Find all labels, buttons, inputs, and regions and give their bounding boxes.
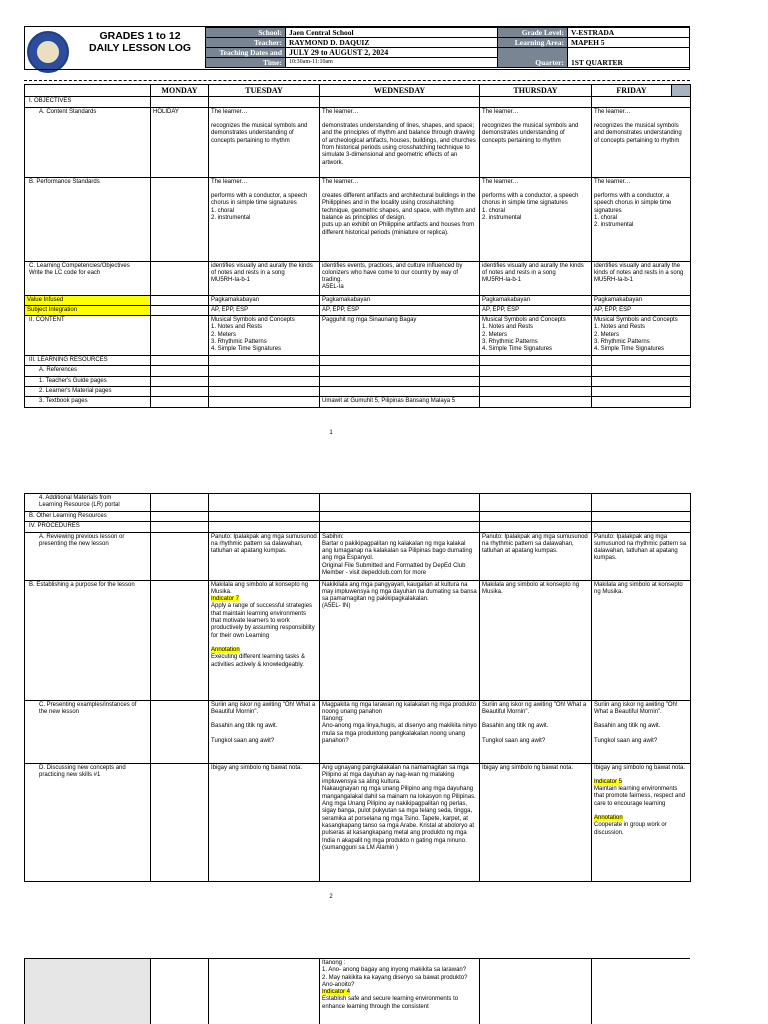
ps-friday: The learner… performs with a conductor, a speech chorus in simple time signatures 1. choral 2. instrumental xyxy=(592,177,691,261)
title-line1: GRADES 1 to 12 xyxy=(99,30,181,42)
title-line2: DAILY LESSON LOG xyxy=(88,42,192,54)
day-friday: FRIDAY xyxy=(592,85,672,97)
content-tuesday: Musical Symbols and Concepts 1. Notes and Rests 2. Meters 3. Rhythmic Patterns 4. Simple Time Signatures xyxy=(209,316,320,356)
a-wednesday: Sabihin: Bartar o pakikipagpalitan ng kalakalan ng mga kalakal ang lumaganap na kalakalan sa Pilipinas bago dumating ang mga Espanyol. Original File Submitted and Formatted by DepEd Club Member - visit depedclub.com for more xyxy=(320,532,480,580)
time-value: 10:30am-11:10am xyxy=(286,58,498,68)
content-wednesday: Pagguhit ng mga Sinaunang Bagay xyxy=(320,316,480,356)
quarter-label: Quarter: xyxy=(535,58,564,67)
dates-label: Teaching Dates and xyxy=(206,48,286,58)
ps-thursday: The learner… performs with a conductor, a speech chorus in simple time signatures 1. choral 2. instrumental xyxy=(480,177,592,261)
page1-log xyxy=(24,84,690,408)
lesson-table-page2 xyxy=(24,493,691,882)
textbook-wednesday: Umawit at Gumuhit 5, Pilipinas Bansang Malaya 5 xyxy=(320,397,480,407)
objectives-heading: I. OBJECTIVES xyxy=(25,97,151,107)
b-thursday: Makilala ang simbolo at konsepto ng Musika. xyxy=(480,580,592,700)
dates-value: JULY 29 to AUGUST 2, 2024 xyxy=(286,48,498,58)
lc-friday: identifies visually and aurally the kinds of notes and rests in a song MU5RH-Ia-b-1 xyxy=(592,261,691,295)
lc-wednesday: identifies events, practices, and culture influenced by colonizers who have come to our country by way of trading. A5EL-Ia xyxy=(320,261,480,295)
cs-thursday: The learner… recognizes the musical symbols and demonstrates understanding of concepts pertaining to rhythm xyxy=(480,107,592,177)
page3-indicator: Indicator 4 xyxy=(322,989,351,996)
proc-c-label: C. Presenting examples/instances of the new lesson xyxy=(25,700,151,763)
teacher-label: Teacher: xyxy=(206,38,286,48)
lesson-table-page1 xyxy=(24,84,691,408)
content-thursday: Musical Symbols and Concepts 1. Notes and Rests 2. Meters 3. Rhythmic Patterns 4. Simple Time Signatures xyxy=(480,316,592,356)
a-tuesday: Panuto: Ipalakpak ang mga sumusunod na rhythmic pattern sa dalawahan, tatluhan at apatang kumpas. xyxy=(209,532,320,580)
grade-value: V-ESTRADA xyxy=(568,28,690,38)
school-label: School: xyxy=(206,28,286,38)
other-resources-label: B. Other Learning Resources xyxy=(25,512,151,522)
d-friday xyxy=(592,763,691,881)
integ-friday: AP, EPP, ESP xyxy=(592,305,691,315)
value-infused-label: Value Infused xyxy=(25,295,151,305)
corner-cell xyxy=(25,85,151,97)
b-indicator-text: Apply a range of successful strategies that maintain learning environments that motivate learners to work productively by assuming responsibility for their own Learning xyxy=(211,603,315,639)
lesson-table-page3 xyxy=(24,958,690,1024)
cs-tuesday: The learner… recognizes the musical symbols and demonstrates understanding of concepts pertaining to rhythm xyxy=(209,107,320,177)
page3-label-cell xyxy=(25,959,151,1024)
page2-log xyxy=(24,493,690,882)
content-friday: Musical Symbols and Concepts 1. Notes and Rests 2. Meters 3. Rhythmic Patterns 4. Simple Time Signatures xyxy=(592,316,691,356)
performance-standards-label: B. Performance Standards xyxy=(25,177,151,261)
a-friday: Panuto: Ipalakpak ang mga sumusunod na rhythmic pattern sa dalawahan, tatluhan at apatang kumpas. xyxy=(592,532,691,580)
page-number-2: 2 xyxy=(329,894,333,900)
b-annotation: Annotation xyxy=(211,646,240,653)
area-label: Learning Area: xyxy=(498,38,568,48)
value-tuesday: Pagkamakabayan xyxy=(209,295,320,305)
tg-pages-label: 1. Teacher's Guide pages xyxy=(25,376,151,386)
c-thursday: Suriin ang iskor ng awiting "Oh! What a Beautiful Mornin". Basahin ang titik ng awit. Tungkol saan ang awit? xyxy=(480,700,592,763)
d-indicator: Indicator 5 xyxy=(594,778,623,785)
grade-label: Grade Level: xyxy=(498,28,568,38)
content-label: II. CONTENT xyxy=(25,316,151,356)
content-standards-label: A. Content Standards xyxy=(25,107,151,177)
ps-tuesday: The learner… performs with a conductor, a speech chorus in simple time signatures 1. choral 2. instrumental xyxy=(209,177,320,261)
cs-friday: The learner… recognizes the musical symbols and demonstrates understanding of concepts pertaining to rhythm xyxy=(592,107,691,177)
b-annotation-text: Executing different learning tasks & activities actively & knowledgeably. xyxy=(211,654,305,668)
area-value: MAPEH 5 xyxy=(568,38,690,48)
d-annotation-text: Cooperate in group work or discussion. xyxy=(594,822,667,836)
d-indicator-text: Maintain learning environments that promote fairness, respect and care to encourage learning xyxy=(594,786,686,807)
ps-wednesday: The learner… creates different artifacts and architectural buildings in the Philippines and in the locality using crosshatching technique, geometric shapes, and space, with rhythm and balance as principles of design. puts up an exhibit on Philippine artifacts and houses from different historical periods (miniature or replica). xyxy=(320,177,480,261)
value-wednesday: Pagkamakabayan xyxy=(320,295,480,305)
proc-a-label: A. Reviewing previous lesson or presenting the new lesson xyxy=(25,532,151,580)
school-value: Jaen Central School xyxy=(286,28,498,38)
monday-holiday: HOLIDAY xyxy=(151,107,209,177)
integ-thursday: AP, EPP, ESP xyxy=(480,305,592,315)
value-thursday: Pagkamakabayan xyxy=(480,295,592,305)
a-thursday: Panuto: Ipalakpak ang mga sumusunod na rhythmic pattern sa dalawahan, tatluhan at apatang kumpas. xyxy=(480,532,592,580)
cs-wednesday: The learner… demonstrates understanding of lines, shapes, and space; and the principles of rhythm and balance through drawing of archeological artifacts, houses, buildings, and churches from historical periods using crosshatching technique to simulate 3-dimensional and geometric effects of an artwork. xyxy=(320,107,480,177)
lc-thursday: identifies visually and aurally the kinds of notes and rests in a song MU5RH-Ia-b-1 xyxy=(480,261,592,295)
d-annotation: Annotation xyxy=(594,815,623,822)
references-label: A. References xyxy=(25,366,151,376)
day-wednesday: WEDNESDAY xyxy=(320,85,480,97)
shaded-cell xyxy=(672,85,691,97)
b-indicator: Indicator 7 xyxy=(211,596,240,603)
page3-wed-questions: Itanong : 1. Ano- anong bagay ang inyong makikita sa larawan? 2. May nakikita ka kayang disenyo sa bawat produkto? Ano-anoito? xyxy=(322,960,468,988)
lm-pages-label: 2. Learner's Material pages xyxy=(25,387,151,397)
day-thursday: THURSDAY xyxy=(480,85,592,97)
b-tuesday xyxy=(209,580,320,700)
day-tuesday: TUESDAY xyxy=(209,85,320,97)
teacher-value: RAYMOND D. DAQUIZ xyxy=(286,38,498,48)
c-friday: Suriin ang iskor ng awiting "Oh! What a Beautiful Mornin". Basahin ang titik ng awit. Tungkol saan ang awit? xyxy=(592,700,691,763)
b-friday: Makilala ang simbolo at konsepto ng Musika. xyxy=(592,580,691,700)
page3-log xyxy=(24,958,690,1024)
proc-b-label: B. Establishing a purpose for the lesson xyxy=(25,580,151,700)
subject-integration-label: Subject Integration xyxy=(25,305,151,315)
b-tuesday-goal: Makilala ang simbolo at konsepto ng Musika. xyxy=(211,581,309,595)
day-monday: MONDAY xyxy=(151,85,209,97)
proc-d-label: D. Discussing new concepts and practicing new skills #1 xyxy=(25,763,151,881)
page3-wednesday xyxy=(320,959,480,1024)
page1-dashed-line xyxy=(24,80,690,81)
c-wednesday: Magpakita ng mga larawan ng kalakalan ng mga produkto noong unang panahon Itanong: Ano-anong mga linya,hugis, at disenyo ang makikita ninyo mula sa mga produktong pangkalakalan noong unang panahon? xyxy=(320,700,480,763)
additional-materials-label: 4. Additional Materials from Learning Resource (LR) portal xyxy=(25,494,151,512)
integ-wednesday: AP, EPP, ESP xyxy=(320,305,480,315)
integ-tuesday: AP, EPP, ESP xyxy=(209,305,320,315)
procedures-heading: IV. PROCEDURES xyxy=(25,522,151,532)
header-table xyxy=(205,27,690,68)
b-wednesday: Nakikilala ang mga pangyayari, kaugalian at kultura na may impluwensya ng mga dayuhan na dumating sa bansa sa pamamagitan ng pakikipagkalakalan. (A5EL- IN) xyxy=(320,580,480,700)
c-tuesday: Suriin ang iskor ng awiting "Oh! What a Beautiful Mornin". Basahin ang titik ng awit. Tungkol saan ang awit? xyxy=(209,700,320,763)
d-wednesday: Ang ugnayang pangkalakalan na namamagitan sa mga Pilipino at mga dayuhan ay nag-iwan ng malaking impluwensya sa ating kultura. Nakaugnayan ng mga unang Pilipino ang mga dayuhang mangangalakal dahil sa mainam na lokasyon ng Pilipinas. Ang mga Unang Pilipino ay nakikipagpalitan ng perlas, sigay banga, pulot pukyutan sa mga telang seda, tingga, seramika at porselana ng mga Tsino. Tapete, karpet, at kasangkapang tanso sa mga Arabe. Kristal at aboloryo at pulseras at kasangkapang metal ang produkto ng mga India n akapalit ng mga produkto n gating mga ninuno. (sumangguni sa LM Alamin ) xyxy=(320,763,480,881)
page-number-1: 1 xyxy=(329,430,333,436)
resources-label: III. LEARNING RESOURCES xyxy=(25,356,151,366)
value-friday: Pagkamakabayan xyxy=(592,295,691,305)
d-thursday: Ibigay ang simbolo ng bawat nota. xyxy=(480,763,592,881)
page3-indicator-text: Establish safe and secure learning environments to enhance learning through the consistent xyxy=(322,996,459,1010)
textbook-pages-label: 3. Textbook pages xyxy=(25,397,151,407)
quarter-label-cell xyxy=(498,48,568,68)
lc-label: C. Learning Competencies/Objectives Write the LC code for each xyxy=(25,261,151,295)
quarter-value: 1ST QUARTER xyxy=(568,48,690,68)
time-label: Time: xyxy=(206,58,286,68)
lc-tuesday: identifies visually and aurally the kinds of notes and rests in a song MU5RH-Ia-b-1 xyxy=(209,261,320,295)
d-tuesday: Ibigay ang simbolo ng bawat nota. xyxy=(209,763,320,881)
d-friday-task: Ibigay ang simbolo ng bawat nota. xyxy=(594,764,686,771)
